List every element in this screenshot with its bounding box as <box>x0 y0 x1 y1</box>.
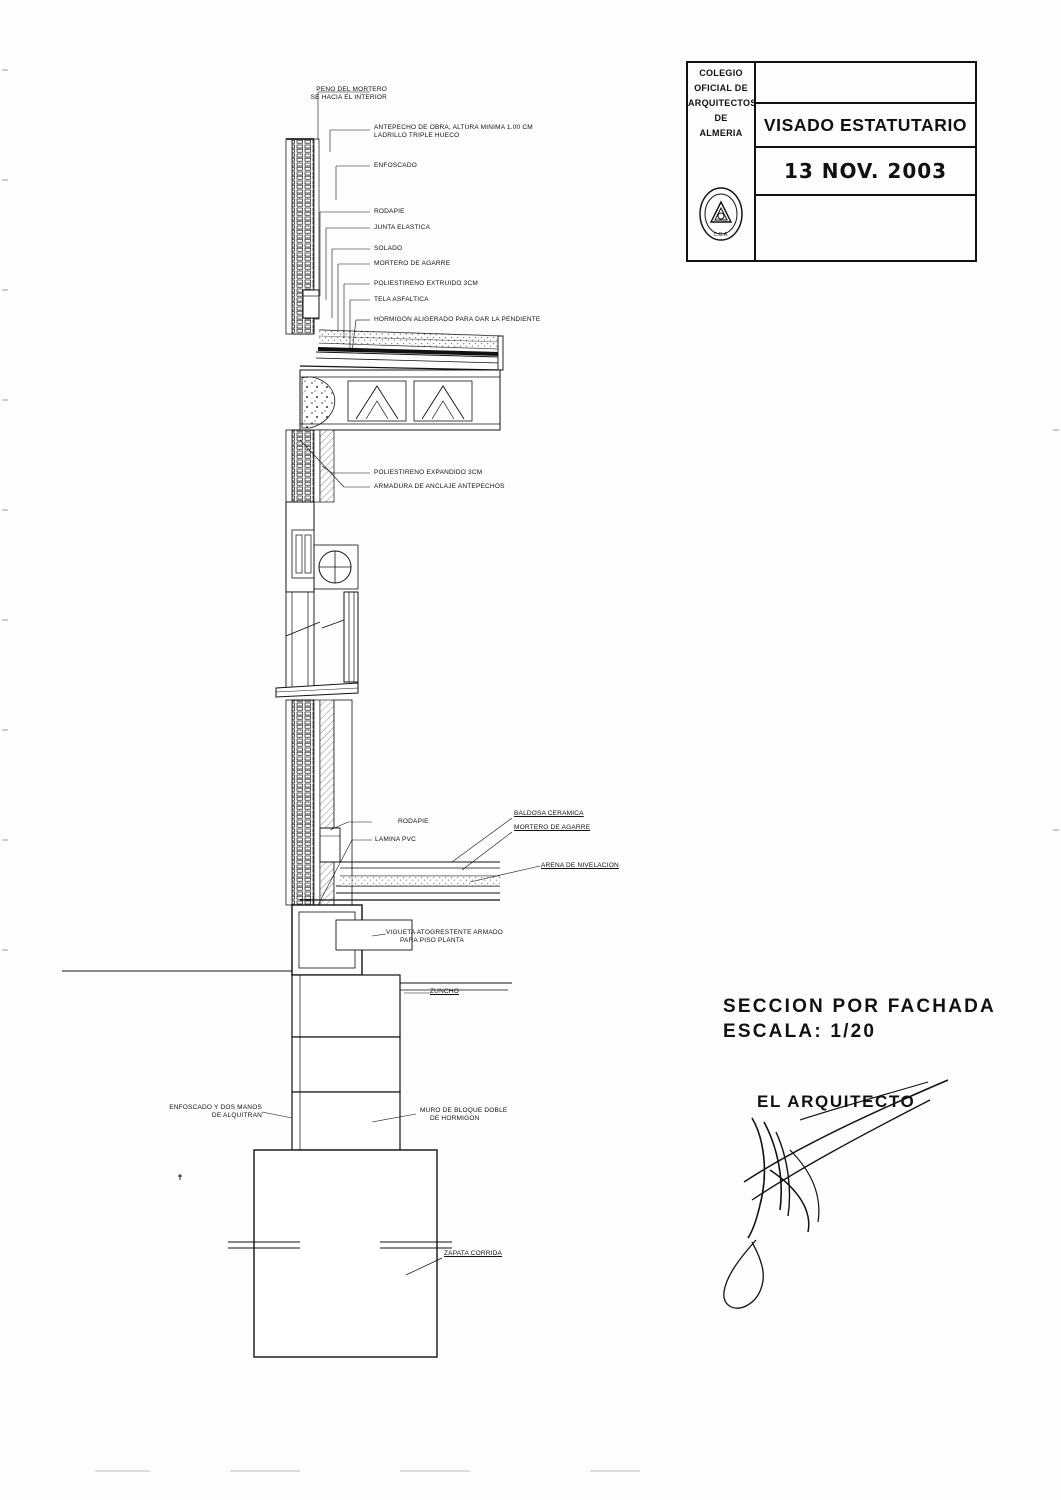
annotation-junta-elastica: JUNTA ELASTICA <box>374 224 431 231</box>
annotation-tela-asfaltica: TELA ASFALTICA <box>374 296 429 303</box>
stamp-row-blank-top <box>756 63 975 104</box>
stamp-college-line-2: OFICIAL DE <box>694 83 748 93</box>
annotation-baldosa-ceramica: BALDOSA CERAMICA <box>514 810 584 817</box>
stamp-date-text: 13 NOV. 2003 <box>783 159 948 183</box>
annotation-muro-bloque: MURO DE BLOQUE DOBLE DE HORMIGON <box>420 1107 508 1123</box>
annotation-armadura-anclaje: ARMADURA DE ANCLAJE ANTEPECHOS <box>374 483 505 490</box>
svg-text:C.O.A.: C.O.A. <box>713 232 729 238</box>
annotation-solado: SOLADO <box>374 245 403 252</box>
annotation-mortero-agarre-2: MORTERO DE AGARRE <box>514 824 591 831</box>
annotation-poliestireno-expandido: POLIESTIRENO EXPANDIDO 3CM <box>374 469 483 476</box>
stamp-college-block <box>688 63 756 260</box>
stamp-college-line-4: DE <box>714 113 728 123</box>
stamp-college-line-3: ARQUITECTOS <box>688 98 757 108</box>
annotation-rodapie-1: RODAPIE <box>374 208 405 215</box>
college-seal-icon <box>697 186 745 242</box>
annotation-rodapie-2: RODAPIE <box>398 818 429 825</box>
stamp-header-text: VISADO ESTATUTARIO <box>763 114 968 135</box>
annotation-arena-nivelacion: ARENA DE NIVELACION <box>541 862 619 869</box>
stamp-date-row <box>756 148 975 196</box>
stamp-row-blank-bottom <box>756 196 975 260</box>
annotation-hormigon-aligerado: HORMIGON ALIGERADO PARA DAR LA PENDIENTE <box>374 316 541 323</box>
annotation-vigueta-pretensada: VIGUETA ATOGRESTENTE ARMADO PARA PISO PLANTA <box>386 929 504 945</box>
architect-signature <box>724 1080 948 1308</box>
annotation-enfoscado: ENFOSCADO <box>374 162 417 169</box>
stamp-college-line-1: COLEGIO <box>699 68 743 78</box>
annotation-peno-mortero: PENO DEL MORTERO SE HACIA EL INTERIOR <box>310 86 387 102</box>
stamp-college-line-5: ALMERIA <box>699 128 743 138</box>
annotation-poliestireno-extruido: POLIESTIRENO EXTRUIDO 3CM <box>374 280 478 287</box>
annotation-antepecho: ANTEPECHO DE OBRA, ALTURA MINIMA 1.00 CM LADRILLO TRIPLE HUECO <box>374 124 533 140</box>
drawing-title: SECCION POR FACHADA <box>723 996 996 1017</box>
architect-label: EL ARQUITECTO <box>757 1092 916 1111</box>
annotation-zuncho: ZUNCHO <box>430 988 460 995</box>
annotation-zapata-corrida: ZAPATA CORRIDA <box>444 1250 503 1257</box>
annotation-lamina-pvc: LAMINA PVC <box>375 836 417 843</box>
visado-stamp <box>686 61 977 262</box>
drawing-scale: ESCALA: 1/20 <box>723 1021 877 1042</box>
annotation-mortero-agarre: MORTERO DE AGARRE <box>374 260 451 267</box>
annotation-enfoscado-alquitran: ENFOSCADO Y DOS MANOS DE ALQUITRAN <box>169 1104 262 1120</box>
stamp-header-row <box>756 104 975 148</box>
